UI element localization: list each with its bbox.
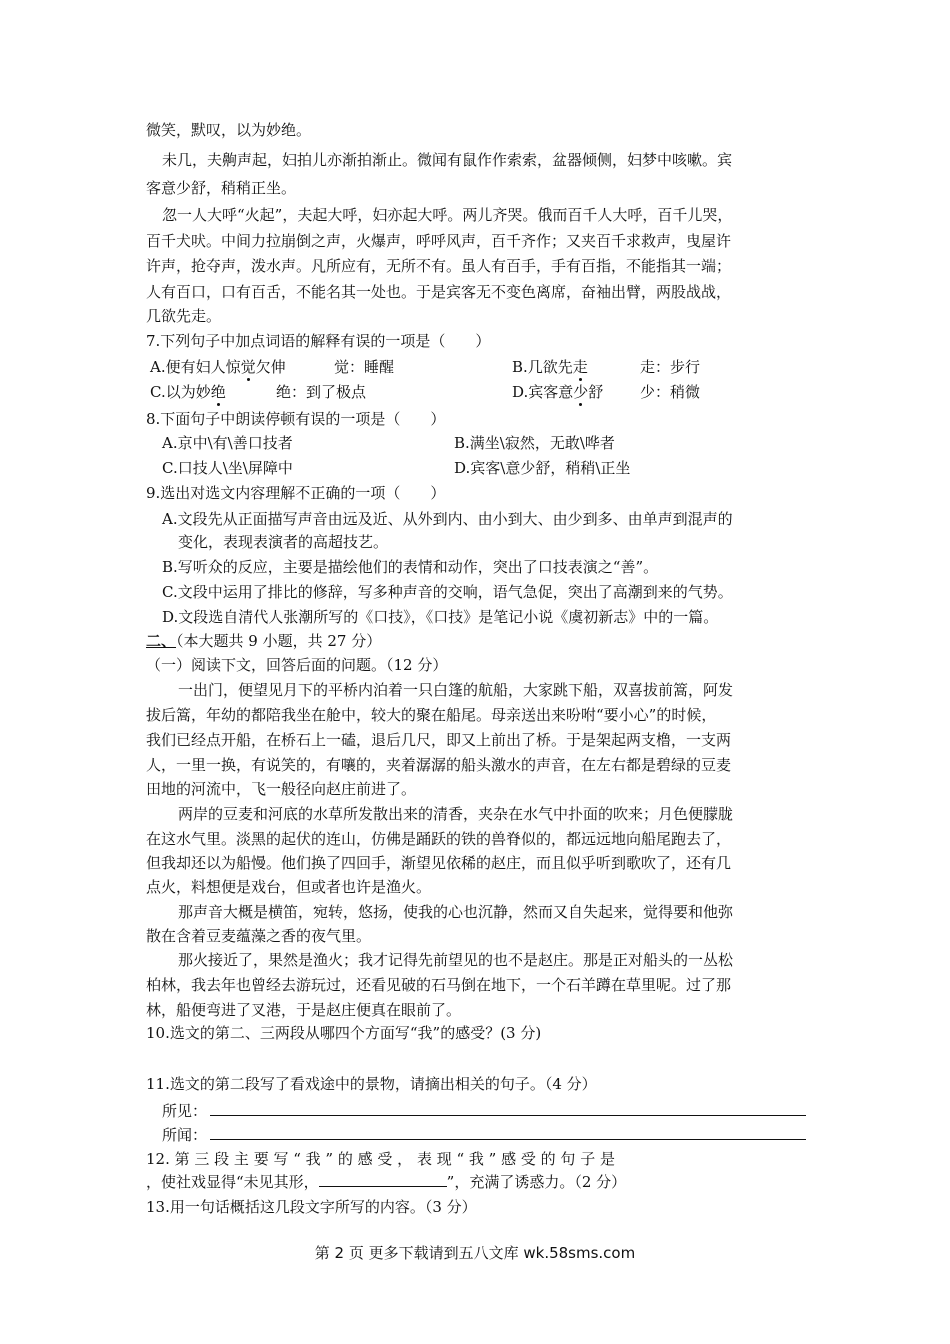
passage2-line: 一出门，便望见月下的平桥内泊着一只白篷的航船，大家跳下船，双喜拔前篙，阿发 bbox=[178, 681, 734, 699]
passage2-line: 那火接近了，果然是渔火；我才记得先前望见的也不是赵庄。那是正对船头的一丛松 bbox=[178, 951, 734, 969]
page-footer: 第 2 页 更多下载请到五八文库 wk.58sms.com bbox=[314, 1244, 636, 1262]
passage1-line: 客意少舒，稍稍正坐。 bbox=[146, 179, 297, 197]
q7-option-c bbox=[150, 382, 226, 402]
q7-a-dotted-char: 觉 bbox=[240, 358, 256, 376]
q9-option-a: A.文段先从正面描写声音由远及近、从外到内、由小到大、由少到多、由单声到混声的 bbox=[162, 510, 733, 528]
q9-option-a-cont: 变化，表现表演者的高超技艺。 bbox=[178, 533, 389, 551]
q7-b-gloss: 走：步行 bbox=[640, 358, 701, 376]
section-2-info: （本大题共 9 小题，共 27 分） bbox=[176, 632, 382, 650]
q8-option-c: C.口技人\坐\屏障中 bbox=[162, 459, 293, 477]
subsection-1-heading: （一）阅读下文，回答后面的问题。（12 分） bbox=[146, 656, 448, 674]
q12-text-b: ”，充满了诱惑力。（2 分） bbox=[446, 1173, 627, 1191]
q7-c-dotted-char: 绝 bbox=[210, 383, 226, 401]
passage2-line: 点火，料想便是戏台，但或者也许是渔火。 bbox=[146, 878, 432, 896]
q9-option-c: C.文段中运用了排比的修辞，写多种声音的交响，语气急促，突出了高潮到来的气势。 bbox=[162, 583, 733, 601]
passage2-line: 那声音大概是横笛，宛转，悠扬，使我的心也沉静，然而又自失起来，觉得要和他弥 bbox=[178, 903, 734, 921]
question-12-stem: 12. 第 三 段 主 要 写 “ 我 ” 的 感 受 ， 表 现 “ 我 ” 感 受 的 句 子 是 bbox=[146, 1150, 615, 1168]
q7-a-gloss: 觉：睡醒 bbox=[334, 358, 395, 376]
section-2-number: 二、 bbox=[146, 632, 177, 650]
passage2-line: 但我却还以为船慢。他们换了四回手，渐望见依稀的赵庄，而且似乎听到歌吹了，还有几 bbox=[146, 854, 732, 872]
q7-a-text: A.便有妇人惊 bbox=[150, 358, 241, 376]
question-7-stem: 7.下列句子中加点词语的解释有误的一项是（ ） bbox=[146, 332, 491, 350]
question-8-stem: 8.下面句子中朗读停顿有误的一项是（ ） bbox=[146, 410, 446, 428]
q8-option-a: A.京中\有\善口技者 bbox=[162, 434, 293, 452]
passage1-line: 忽一人大呼“火起”，夫起大呼，妇亦起大呼。两儿齐哭。俄而百千人大呼，百千儿哭， bbox=[162, 206, 733, 224]
question-10-stem: 10.选文的第二、三两段从哪四个方面写“我”的感受？(3 分) bbox=[146, 1024, 542, 1042]
q7-option-d bbox=[512, 382, 603, 402]
q12-line-2 bbox=[146, 1172, 626, 1192]
q12-text-a: ，使社戏显得“未见其形， bbox=[146, 1173, 319, 1191]
passage2-line: 散在含着豆麦蕴藻之香的夜气里。 bbox=[146, 927, 372, 945]
q7-d-gloss: 少：稍微 bbox=[640, 383, 701, 401]
q7-option-a bbox=[150, 357, 286, 377]
passage2-line: 在这水气里。淡黑的起伏的连山，仿佛是踊跃的铁的兽脊似的，都远远地向船尾跑去了， bbox=[146, 830, 732, 848]
passage2-line: 两岸的豆麦和河底的水草所发散出来的清香，夹杂在水气中扑面的吹来；月色便朦胧 bbox=[178, 805, 734, 823]
passage2-line: 我们已经点开船，在桥石上一磕，退后几尺，即又上前出了桥。于是架起两支橹，一支两 bbox=[146, 731, 732, 749]
q7-a-text-end: 欠伸 bbox=[255, 358, 286, 376]
q7-d-text-end: 舒 bbox=[588, 383, 604, 401]
q9-option-b: B.写听众的反应，主要是描绘他们的表情和动作，突出了口技表演之“善”。 bbox=[162, 558, 659, 576]
q7-d-dotted-char: 少 bbox=[573, 383, 589, 401]
q12-blank[interactable] bbox=[319, 1172, 447, 1187]
passage1-line: 人有百口，口有百舌，不能名其一处也。于是宾客无不变色离席，奋袖出臂，两股战战， bbox=[146, 283, 732, 301]
q11-heard-answer-line[interactable] bbox=[210, 1139, 806, 1140]
passage1-line: 未几，夫齁声起，妇拍儿亦渐拍渐止。微闻有鼠作作索索，盆器倾侧，妇梦中咳嗽。宾 bbox=[162, 151, 733, 169]
q7-d-text: D.宾客意 bbox=[512, 383, 574, 401]
q11-heard-label: 所闻： bbox=[162, 1126, 208, 1144]
passage2-line: 柏林，我去年也曾经去游玩过，还看见破的石马倒在地下，一个石羊蹲在草里呢。过了那 bbox=[146, 976, 732, 994]
q7-c-text: C.以为妙 bbox=[150, 383, 211, 401]
question-11-stem: 11.选文的第二段写了看戏途中的景物，请摘出相关的句子。（4 分） bbox=[146, 1075, 597, 1093]
q11-seen-label: 所见： bbox=[162, 1102, 208, 1120]
q11-seen-answer-line[interactable] bbox=[210, 1115, 806, 1116]
passage2-line: 拔后篙，年幼的都陪我坐在舱中，较大的聚在船尾。母亲送出来吩咐“要小心”的时候， bbox=[146, 706, 717, 724]
q7-b-text: B.几欲先 bbox=[512, 358, 573, 376]
q8-option-d: D.宾客\意少舒，稍稍\正坐 bbox=[454, 459, 631, 477]
q7-option-b bbox=[512, 357, 588, 377]
passage1-line: 几欲先走。 bbox=[146, 307, 222, 325]
q7-c-gloss: 绝：到了极点 bbox=[276, 383, 367, 401]
question-13-stem: 13.用一句话概括这几段文字所写的内容。（3 分） bbox=[146, 1198, 477, 1216]
passage1-line: 微笑，默叹，以为妙绝。 bbox=[146, 121, 312, 139]
passage1-line: 许声，抢夺声，泼水声。凡所应有，无所不有。虽人有百手，手有百指，不能指其一端； bbox=[146, 257, 732, 275]
q8-option-b: B.满坐\寂然，无敢\哗者 bbox=[454, 434, 615, 452]
question-9-stem: 9.选出对选文内容理解不正确的一项（ ） bbox=[146, 484, 446, 502]
passage1-line: 百千犬吠。中间力拉崩倒之声，火爆声，呼呼风声，百千齐作；又夹百千求救声，曳屋许 bbox=[146, 232, 732, 250]
q7-b-dotted-char: 走 bbox=[572, 358, 588, 376]
section-2-heading bbox=[146, 631, 381, 651]
passage2-line: 林，船便弯进了叉港，于是赵庄便真在眼前了。 bbox=[146, 1001, 462, 1019]
passage2-line: 人，一里一换，有说笑的，有嚷的，夹着潺潺的船头激水的声音，在左右都是碧绿的豆麦 bbox=[146, 756, 732, 774]
q9-option-d: D.文段选自清代人张潮所写的《口技》，《口技》是笔记小说《虞初新志》中的一篇。 bbox=[162, 608, 719, 626]
passage2-line: 田地的河流中，飞一般径向赵庄前进了。 bbox=[146, 780, 417, 798]
